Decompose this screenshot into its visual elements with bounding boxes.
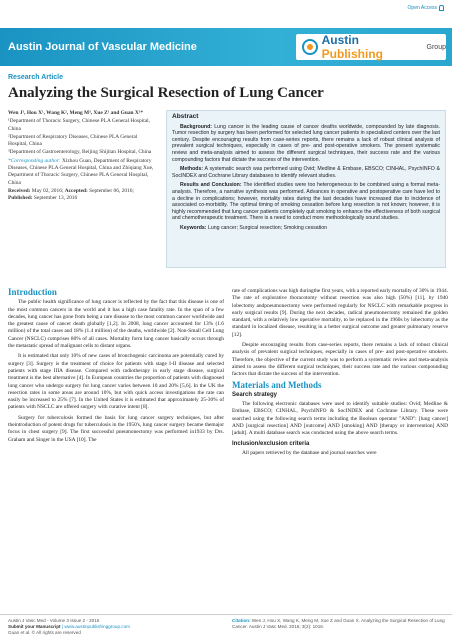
- footer-citation: [232, 618, 448, 630]
- intro-paragraph-1: The public health significance of lung cancer is reflected by the fact that this disease is one of the most common cancers in the world and it has a high case fatality rate. In the span of a few decades, lung cancer has gone from being a rare disease to the most common cancer worldwide and the greatest cause of cancer death globally [1,2]. In 2008, lung cancer accounted for 13% (1.6 million) of the total cases and 18% (1.4 million) of the deaths, worldwide [2]. Non-Small Cell Lung Cancer (NSCLC) comprises 80% of all cases. Mortality form lung cancer basically occurs through the metastatic spread of malignant cells to distant organs.: [8, 299, 224, 350]
- authors: Wen J¹, Hou X¹, Wang K², Meng M³, Xue Z¹ and Guan X¹*: [8, 110, 144, 116]
- received-label: Received:: [8, 187, 31, 194]
- methods-label: Methods:: [180, 166, 204, 173]
- publisher-logo-text: [322, 33, 421, 61]
- search-strategy-paragraph: The following electronic databases were used to identify suitable studies: Ovid; Medline & Embase, EBSCO; CINHAL, PsychINFO & SocINDEX and Cochrane Library. These were searched using the following search terms including the Boolean operator "AND": [lung cancer] AND [surgical resection] AND [outcome] AND [smoking] AND [therapy or intervention] AND [adult]. A multi database search was conducted using the above search terms.: [232, 401, 448, 437]
- published-date: September 13, 2016: [32, 195, 78, 202]
- open-access-label: Open Access: [407, 5, 437, 11]
- intro-paragraph-5: Despite encouraging results from case-series reports, there remains a lack of robust clinical analysis of prevalent surgical techniques, especially in cases of pre- and post-operative smokers. Therefore, the objective of the current study was to perform a systematic review and meta-analysis aimed to assess the different surgical techniques, their success rate and the various compounding factors that dictate the success of the intervention.: [232, 342, 448, 378]
- methods-heading: Materials and Methods: [232, 379, 322, 390]
- right-column: [232, 288, 448, 460]
- methods-text: A systematic search was performed using Ovid; Medline & Embase, EBSCO; CINHAL, PsychINFO & SocINDEX and Cochrane Library databases to identify relevant studies.: [172, 166, 440, 179]
- corresponding-text: Xizhou Guan, Department of Respiratory Diseases, Chinese PLA General Hospital, China and Zhiqiang Xue, Department of Thoracic Surgery, Chinese PLA General Hospital, China: [8, 157, 154, 186]
- logo-publishing: Publishing: [321, 47, 383, 61]
- intro-paragraph-4: rate of complications was high duringthe first years, with a reported early mortality of 30% in 1944. The rate of explorative thoracotomy without resection was also high (50%) [11], by 1940 lobectomy andpneumonectomy were performed regularly for NSCLC with remarkable progress in early surgical results [9]. During the next decades, radical pneumonectomy remained the golden standard, with a relatively low operative mortality, to be replaced in the 1960s by lobectomy as the standard in localized disease, resulting in a better surgical outcome and greater pulmonary reserve [12].: [232, 288, 448, 338]
- background-text: Lung cancer is the leading cause of cancer deaths worldwide, compounded by late diagnosis. Tumor resection by surgery has been performed for selected lung cancer patients in specialized centers over the last century. Despite encouraging results from case-series reports, there remains a lack of robust clinical analysis of prevalent surgical techniques, especially in cases of pre- and post-operative smokers. The present systematic review and meta-analysis aimed to assess the different surgical techniques, their success rate and the various compounding factors that dictate the success of the intervention.: [172, 123, 440, 163]
- article-dates: [8, 188, 158, 203]
- journal-banner: [0, 28, 452, 66]
- corresponding-author: [8, 158, 158, 187]
- accepted-label: Accepted:: [64, 187, 88, 194]
- logo-austin: Austin: [321, 33, 359, 47]
- introduction-heading: Introduction: [8, 287, 57, 297]
- affiliation-3: ³Department of Gastroenterology, Beijing Shijitan Hospital, China: [8, 149, 152, 156]
- results-label: Results and Conclusion:: [180, 182, 242, 189]
- footer-journal-line: Austin J Vasc Med - Volume 3 Issue 2 - 2016: [8, 618, 100, 623]
- corresponding-label: *Corresponding author:: [8, 157, 61, 164]
- inclusion-criteria-paragraph: All papers retrieved by the database and journal searches were: [242, 449, 377, 456]
- left-column: [8, 288, 224, 447]
- submit-label: Submit your Manuscript: [8, 624, 61, 629]
- author-affiliations: [8, 110, 158, 204]
- citation-label: Citation:: [232, 618, 251, 623]
- footer-rights: Guan et al. © All rights are reserved: [8, 630, 81, 635]
- received-date: May 02, 2016;: [30, 187, 65, 194]
- footer-journal-info: [8, 618, 208, 636]
- open-access-badge: [408, 5, 444, 11]
- article-title: Analyzing the Surgical Resection of Lung Cancer: [8, 85, 324, 101]
- inclusion-criteria-heading: Inclusion/exclusion criteria: [232, 440, 310, 447]
- accepted-date: September 06, 2016;: [87, 187, 134, 194]
- publisher-logo[interactable]: [296, 34, 446, 60]
- open-lock-icon: [439, 5, 444, 11]
- abstract-methods: [172, 166, 440, 179]
- published-label: Published:: [8, 195, 33, 202]
- intro-paragraph-2: It is estimated that only 10% of new cases of bronchogenic carcinoma are potentially cured by surgery [3]. Surgery is the treatment of choice for patients with stage I-II disease and selected patients with stage IIIA disease. Compared with radiotherapy in early stage disease, surgical treatment is the best alternative [4]. In European countries the proportion of patients with diagnosed lung cancer who undergo surgery for lung cancer varies between 10 and 20% [5,6]. In the UK the resection rates in some areas are around 10%, but with quick access investigations the rate can easily be increased to 25% [7]. In the United States it is estimated that approximately 25-30% of patients with NSCLC are offered surgery with curative intent [8].: [8, 353, 224, 411]
- citation-text: Wen J, Hou X, Wang K, Meng M, Xue Z and Guan X. Analyzing the Surgical Resection of Lung Cancer. Austin J Vasc Med. 2016; 3(2): 1016.: [232, 618, 445, 629]
- search-strategy-heading: Search strategy: [232, 391, 278, 398]
- background-label: Background:: [180, 123, 212, 130]
- abstract-results: [172, 182, 440, 222]
- publisher-logo-icon: [302, 39, 318, 55]
- results-text: The identified studies were too heterogeneous to be combined using a formal meta-analysis. Therefore, a narrative synthesis was performed. Advances in operative and postoperative care have led to a decline in complications; however, mortality rates during the last decades have increased due to incidence of associated co-morbidity. The optimal timing of smoking cessation before lung resection is not known; however, it is highly recommended that lung cancer patients completely quit smoking to enhance the effectiveness of both surgical and chemotherapeutic treatment. There is a need to conduct more methodologically sound studies.: [172, 182, 440, 222]
- page-footer: [0, 614, 452, 640]
- affiliation-2: ²Department of Respiratory Diseases, Chinese PLA General Hospital, China: [8, 133, 138, 148]
- article-type: Research Article: [8, 74, 63, 81]
- abstract-box: [166, 110, 446, 268]
- abstract-background: [172, 124, 440, 164]
- submit-link[interactable]: | www.austinpublishinggroup.com: [60, 624, 130, 629]
- keywords-text: Lung cancer; Surgical resection; Smoking cessation: [206, 224, 328, 231]
- keywords-label: Keywords:: [180, 224, 207, 231]
- logo-group: Group: [426, 43, 446, 51]
- journal-name: Austin Journal of Vascular Medicine: [8, 41, 197, 53]
- abstract-keywords: [172, 225, 440, 232]
- intro-paragraph-3: Surgery for tuberculosis formed the basis for lung cancer surgery techniques, but after theintroduction of potent drugs for tuberculosis in the 1950's, lung cancer surgery became themajor focus in chest surgery [9]. The first successful pneumonectomy was performed in1933 by Drs. Graham and Singer in the USA [10]. The: [8, 414, 224, 443]
- abstract-heading: Abstract: [172, 113, 199, 120]
- affiliation-1: ¹Department of Thoracic Surgery, Chinese PLA General Hospital, China: [8, 118, 150, 132]
